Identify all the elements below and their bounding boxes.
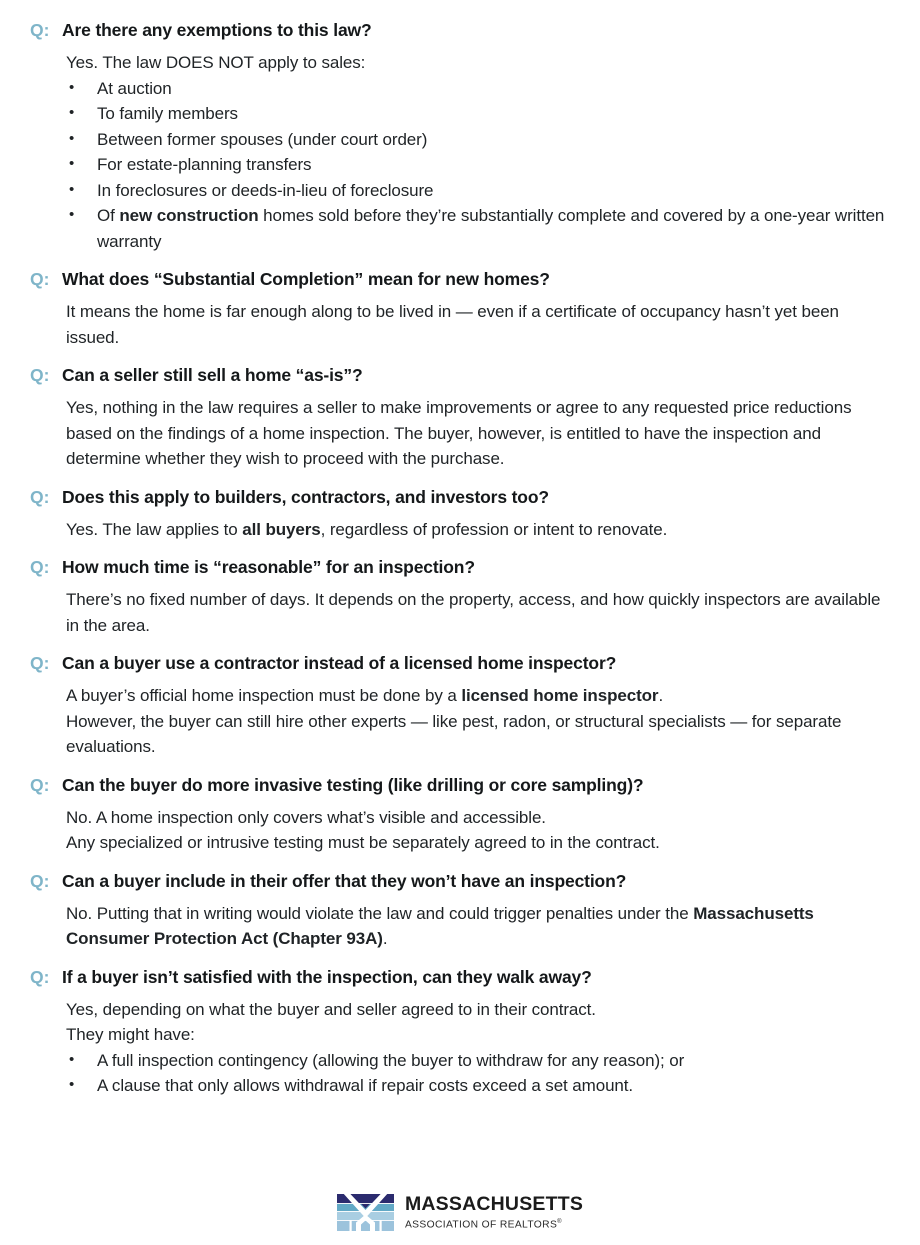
logo-title: MASSACHUSETTS <box>404 1192 584 1215</box>
answer-line: Yes. The law DOES NOT apply to sales: <box>66 53 366 72</box>
mass-association-of-realtors-logo <box>337 1194 583 1231</box>
question-text: Can a buyer include in their offer that they won’t have an inspection? <box>62 870 627 891</box>
question-row <box>30 651 890 676</box>
logo-subtitle-text: ASSOCIATION OF REALTORS <box>404 1219 558 1230</box>
answer-text-pre: No. Putting that in writing would violate the law and could trigger penalties under the <box>66 903 694 923</box>
answer-text-pre: A buyer’s official home inspection must be done by a <box>66 686 462 705</box>
question-marker: Q: <box>30 365 50 385</box>
bullet-text-pre: A full inspection contingency (allowing the buyer to withdraw for any reason); or <box>97 1050 685 1070</box>
question-text: Does this apply to builders, contractors, and investors too? <box>62 486 549 507</box>
answer-line <box>66 901 890 952</box>
answer-body <box>66 805 890 856</box>
answer-line <box>66 683 890 709</box>
qa-block <box>30 555 890 638</box>
bullet-text-post: homes sold before they’re substantially complete and covered by a one-year written warranty <box>97 206 885 251</box>
question-marker: Q: <box>30 20 50 40</box>
question-marker: Q: <box>30 269 50 289</box>
bullet-item <box>66 178 890 204</box>
answer-body <box>66 50 890 254</box>
bullet-list <box>66 1048 890 1099</box>
qa-block <box>30 651 890 760</box>
answer-body <box>66 901 890 952</box>
question-row <box>30 363 890 388</box>
question-row <box>30 267 890 292</box>
question-marker: Q: <box>30 966 50 987</box>
answer-line: Yes, depending on what the buyer and seller agreed to in their contract. <box>66 999 596 1019</box>
qa-block <box>30 363 890 472</box>
page-footer <box>0 1194 920 1231</box>
answer-text-emphasis: licensed home inspector <box>461 686 659 705</box>
realtors-logo-mark-icon <box>337 1194 394 1231</box>
bullet-text-pre: Of <box>97 206 120 225</box>
question-marker: Q: <box>30 774 50 795</box>
bullet-text-pre: Between former spouses (under court order) <box>97 129 428 149</box>
question-text: Can a seller still sell a home “as-is”? <box>62 365 363 385</box>
answer-text-post: . <box>658 686 664 705</box>
answer-body <box>66 395 890 472</box>
logo-wordmark <box>405 1194 583 1231</box>
question-row <box>30 773 890 798</box>
bullet-item <box>66 101 890 127</box>
answer-line: Yes, nothing in the law requires a seller to make improvements or agree to any requested price reductions based on the findings of a home inspection. The buyer, however, is entitled to have the inspection and determine whether they wish to proceed with the purchase. <box>66 398 852 468</box>
qa-block <box>30 869 890 952</box>
qa-block <box>30 965 890 1099</box>
question-marker: Q: <box>30 486 50 507</box>
bullet-text-pre: In foreclosures or deeds-in-lieu of foreclosure <box>97 180 434 200</box>
answer-line <box>66 517 890 543</box>
question-marker: Q: <box>30 653 50 673</box>
question-text: Are there any exemptions to this law? <box>62 20 372 40</box>
question-row <box>30 485 890 510</box>
bullet-text-pre: A clause that only allows withdrawal if repair costs exceed a set amount. <box>97 1076 634 1095</box>
answer-line: However, the buyer can still hire other experts — like pest, radon, or structural specialists — for separate evaluations. <box>66 711 842 756</box>
question-marker: Q: <box>30 557 50 577</box>
answer-line: Any specialized or intrusive testing must be separately agreed to in the contract. <box>66 833 660 852</box>
bullet-text-pre: To family members <box>97 104 238 123</box>
qa-block <box>30 773 890 856</box>
answer-text-post: . <box>382 929 388 948</box>
answer-body <box>66 997 890 1099</box>
bullet-item <box>66 1048 890 1074</box>
bullet-list <box>66 76 890 255</box>
answer-body <box>66 587 890 638</box>
question-text: What does “Substantial Completion” mean for new homes? <box>62 269 550 289</box>
question-text: Can the buyer do more invasive testing (like drilling or core sampling)? <box>62 774 644 795</box>
qa-block <box>30 267 890 350</box>
answer-text-emphasis: all buyers <box>242 519 321 539</box>
question-text: Can a buyer use a contractor instead of a licensed home inspector? <box>62 653 617 673</box>
question-row <box>30 965 890 990</box>
question-row <box>30 18 890 43</box>
answer-text-emphasis: Massachusetts Consumer Protection Act (Chapter 93A) <box>66 903 814 948</box>
bullet-item <box>66 1073 890 1099</box>
bullet-item <box>66 76 890 102</box>
answer-body <box>66 683 890 760</box>
faq-list <box>30 18 890 1099</box>
answer-line: No. A home inspection only covers what’s visible and accessible. <box>66 807 546 827</box>
answer-text-post: , regardless of profession or intent to renovate. <box>320 519 668 539</box>
logo-subtitle <box>405 1216 583 1231</box>
question-row <box>30 555 890 580</box>
qa-block <box>30 18 890 254</box>
bullet-item <box>66 203 890 254</box>
question-marker: Q: <box>30 870 50 891</box>
answer-line: It means the home is far enough along to be lived in — even if a certificate of occupancy hasn’t yet been issued. <box>66 302 839 347</box>
bullet-text-pre: For estate-planning transfers <box>97 155 312 174</box>
question-text: How much time is “reasonable” for an inspection? <box>62 557 475 577</box>
answer-line: There’s no fixed number of days. It depends on the property, access, and how quickly inspectors are available in the area. <box>66 590 881 635</box>
answer-body <box>66 299 890 350</box>
question-row <box>30 869 890 894</box>
bullet-text-pre: At auction <box>97 78 172 98</box>
bullet-text-emphasis: new construction <box>119 206 259 225</box>
question-text: If a buyer isn’t satisfied with the inspection, can they walk away? <box>62 966 592 987</box>
answer-line: They might have: <box>66 1025 195 1044</box>
bullet-item <box>66 127 890 153</box>
registered-trademark-icon: ® <box>557 1218 562 1225</box>
answer-text-pre: Yes. The law applies to <box>66 519 243 539</box>
qa-block <box>30 485 890 543</box>
answer-body <box>66 517 890 543</box>
bullet-item <box>66 152 890 178</box>
